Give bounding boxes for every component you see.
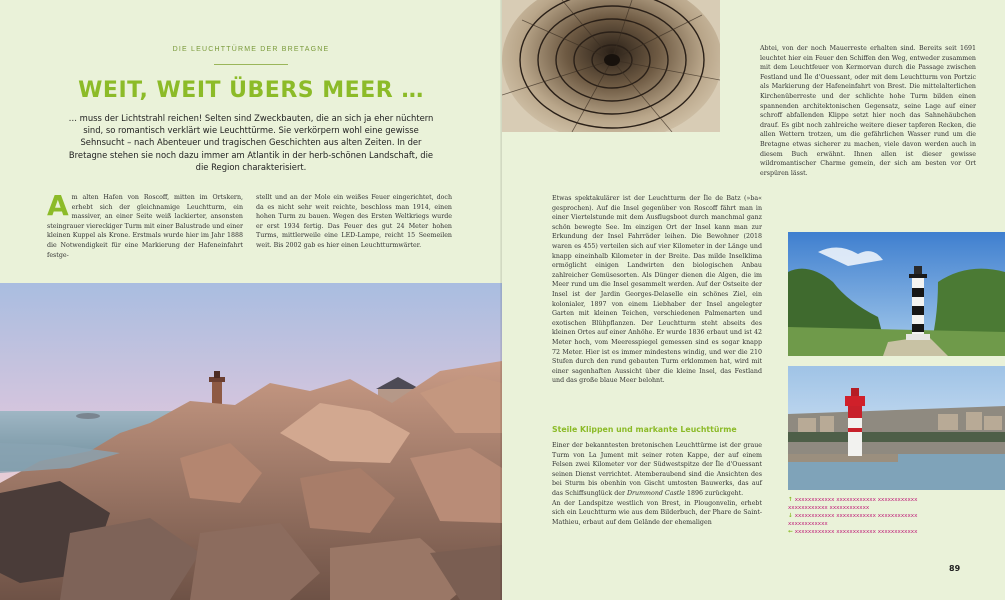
body-column-1-text: m alten Hafen von Roscoff, mitten im Ortskern, erhebt sich der gleichnamige Leuchtturm, ein massiver, an einer Seite weiß lackierter, ansonsten steingrauer viereckiger Turm mit einer Balustrade und einer kleinen Kuppel als Krone. Erstmals wurde hier im Jahr 1888 die Notwendigkeit für eine Markierung der Hafeneinfahrt festge-	[47, 194, 243, 259]
drop-cap: A	[47, 189, 69, 222]
body-column-1	[47, 189, 243, 260]
caption-3	[788, 528, 958, 536]
ship-name: Drummond Castle	[626, 489, 685, 497]
photo-spiral-staircase	[502, 0, 720, 132]
caption-1-text: xxxxxxxxxxxx xxxxxxxxxxxx xxxxxxxxxxxx xxxxxxxxxxxx xxxxxxxxxxxx	[788, 497, 918, 511]
right-page	[502, 0, 1005, 600]
arrow-down-icon: ↓	[788, 513, 793, 519]
kicker-rule	[214, 64, 288, 65]
arrow-up-icon: ↑	[788, 497, 793, 503]
lead-paragraph: … muss der Lichtstrahl reichen! Selten sind Zweckbauten, die an sich ja eher nüchtern sind, so romantisch verklärt wie Leuchttürme. Sie verkörpern wohl eine gewisse Sehnsucht – nach Abenteuer und tragischen Geschichten aus alten Zeiten. In der Bretagne stehen sie noch dazu immer am Atlantik in der herb-schönen Landschaft, die die Region charakterisiert.	[68, 113, 434, 172]
right-column-1-p2b: 1896 zurückgeht.	[684, 489, 744, 497]
right-column-2: Abtei, von der noch Mauerreste erhalten sind. Bereits seit 1691 leuchtet hier ein Feuer den Schiffen den Weg, entweder zusammen mit dem Leuchtfeuer von Kermorvan durch die Passage zwischen Festland und Île d'Ouessant, oder mit dem Leuchtturm von Portzic als Markierung der Hafeneinfahrt von Brest. Die mittelalterlichen Kirchenüberreste und der schlichte hohe Turm bilden einen spannenden architektonischen Gegensatz, seine Lage auf einer schroff abfallenden Klippe setzt hier noch das Sahnehäubchen drauf. Es gibt noch zahlreiche weitere dieser tapferen Recken, die allen Wettern trotzen, um die gefährlichen Wasser rund um die Bretagne etwas sicherer zu machen, viele davon werden auch in diesem Buch erwähnt. Ihnen allen ist dieser gewisse wildromantischer Charme gemein, der sich am besten vor Ort erspüren lässt.	[760, 45, 976, 177]
page-title: WEIT, WEIT ÜBERS MEER …	[78, 78, 424, 103]
page-number: 89	[949, 564, 961, 573]
caption-3-text: xxxxxxxxxxxx xxxxxxxxxxxx xxxxxxxxxxxx	[794, 529, 918, 535]
photo-granite-coast-lighthouse	[0, 283, 502, 600]
left-page	[0, 0, 502, 600]
right-column-1-p2a: Einer der bekanntesten bretonischen Leuchttürme ist der graue Turm von La Jument mit seiner roten Kappe, der auf einem Felsen zwei Kilometer vor der Südwestspitze der Île d'Ouessant seinen Dienst verrichtet. Atemberaubend sind die Ansichten des bei Sturm bis obenhin von Gischt umtosten Bauwerks, das auf das Schiffsunglück der	[552, 442, 762, 497]
photo-captions	[788, 496, 958, 536]
caption-1	[788, 496, 958, 512]
caption-2-text: xxxxxxxxxxxx xxxxxxxxxxxx xxxxxxxxxxxx xxxxxxxxxxxx	[788, 513, 918, 527]
photo-red-lighthouse	[788, 366, 1005, 490]
section-kicker: DIE LEUCHTTÜRME DER BRETAGNE	[172, 46, 330, 53]
right-column-1-text: Etwas spektakulärer ist der Leuchtturm der Île de Batz (»ba« gesprochen). Auf die Insel gegenüber von Roscoff fährt man in einer Viertelstunde mit dem Ausflugsboot durch manchmal ganz schön bewegte See. Im einzigen Ort der Insel kann man zur Erkundung der Insel Fahrräder leihen. Die Bewohner (2018 waren es 455) verteilen sich auf vier Kilometer in der Länge und knapp eineinhalb Kilometer in der Breite. Das milde Inselklima ermöglicht einigen Landwirten den biologischen Anbau zahlreicher Gemüsesorten. Als Dünger dienen die Algen, die im Meer rund um die Insel gesammelt werden. Auf der Ostseite der Insel ist der Jardin Georges-Delaselle ein schönes Ziel, ein kolonialer, 1897 von einem Liebhaber der Insel angelegter Garten mit kleinen Teichen, verschiedenen Palmenarten und exotischen Blühpflanzen. Der Leuchtturm steht abseits des kleinen Ortes auf einer Anhöhe. Er wurde 1836 erbaut und ist 42 Meter hoch, vom Meeresspiegel gemessen sind es sogar knapp 72 Meter. Hier ist es immer mindestens windig, und wer die 210 Stufen durch den rund gebauten Turm erklommen hat, wird mit einer sagenhaften Aussicht über die kleine Insel, das Festland und das große blaue Meer belohnt.	[552, 195, 762, 385]
right-column-1	[552, 194, 762, 386]
caption-2	[788, 512, 958, 528]
right-column-1-p3: An der Landspitze westlich von Brest, in Plougonvelin, erhebt sich ein Leuchtturm wie aus dem Bilderbuch, der Phare de Saint-Mathieu, erbaut auf dem Gelände der ehemaligen	[552, 499, 762, 526]
subheading: Steile Klippen und markante Leuchttürme	[552, 425, 737, 434]
body-column-2: stellt und an der Mole ein weißes Feuer eingerichtet, doch da es nicht sehr weit reichte, beschloss man 1914, einen hohen Turm zu bauen. Wegen des Ersten Weltkriegs wurde er erst 1934 fertig. Das Feuer des gut 24 Meter hohen Turms, mittlerweile eine LED-Lampe, reicht 15 Seemeilen weit. Bis 2002 gab es hier einen Leuchtturmwärter.	[256, 194, 452, 249]
right-column-1-cont	[552, 441, 762, 527]
arrow-left-icon: ←	[788, 529, 793, 535]
photo-white-lighthouse	[788, 232, 1005, 356]
